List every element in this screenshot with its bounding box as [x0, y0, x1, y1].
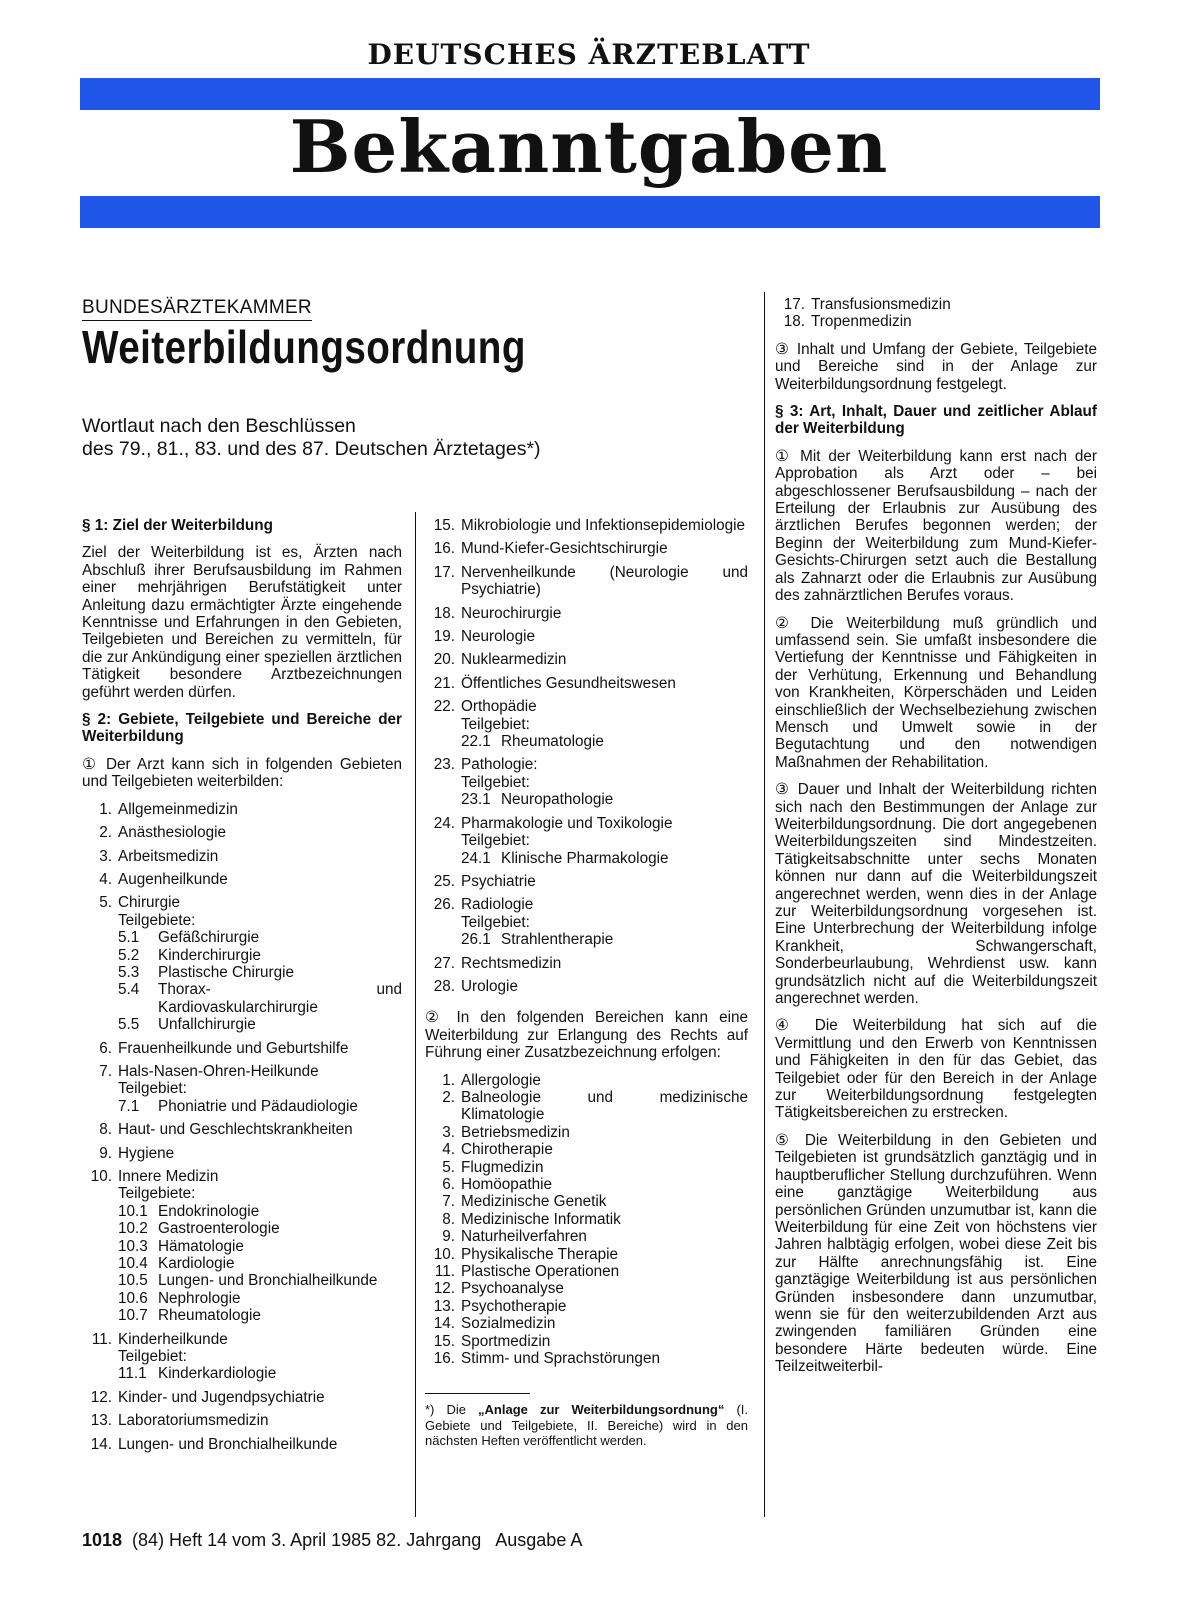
kicker: BUNDESÄRZTEKAMMER	[82, 297, 312, 321]
item-text	[461, 1246, 748, 1263]
page-number: 1018	[82, 1530, 123, 1550]
list-item	[425, 1089, 748, 1124]
sub-item	[118, 1255, 402, 1272]
item-number: 18.	[433, 604, 455, 622]
item-text	[118, 1121, 402, 1138]
item-label: Neurologie	[461, 628, 535, 646]
item-text	[461, 1350, 748, 1367]
item-text	[461, 815, 748, 867]
item-text	[118, 1145, 402, 1162]
item-label: Rechtsmedizin	[461, 954, 562, 972]
blue-band-bottom	[80, 196, 1100, 228]
item-number: 26.	[433, 896, 455, 914]
item-label: Radiologie	[461, 896, 534, 914]
item-text	[118, 1331, 402, 1383]
sub-number: 10.3	[118, 1237, 148, 1255]
item-number: 13.	[433, 1297, 455, 1315]
section-3-heading: § 3: Art, Inhalt, Dauer und zeitlicher Ablauf der Weiterbildung	[775, 403, 1097, 438]
subtitle-line1: Wortlaut nach den Beschlüssen	[82, 415, 356, 437]
item-number: 9.	[99, 1144, 112, 1162]
item-text	[461, 1263, 748, 1280]
item-number: 4.	[442, 1141, 455, 1159]
item-number: 10.	[90, 1168, 112, 1185]
item-label: Transfusionsmedizin	[811, 296, 951, 313]
list-item	[425, 1263, 748, 1280]
item-text	[118, 824, 402, 841]
item-number: 1.	[99, 800, 112, 818]
list-item	[82, 824, 402, 841]
item-label: Nuklearmedizin	[461, 651, 567, 669]
item-label: Stimm- und Sprachstörungen	[461, 1350, 660, 1368]
sub-item	[118, 1016, 402, 1033]
list-item	[425, 628, 748, 645]
sub-number: 10.5	[118, 1272, 148, 1290]
list-item	[425, 1193, 748, 1210]
list-item	[425, 1176, 748, 1193]
sub-number: 5.4	[118, 981, 140, 999]
item-label: Betriebsmedizin	[461, 1123, 570, 1141]
item-number: 5.	[442, 1158, 455, 1176]
sub-item	[118, 1203, 402, 1220]
item-label: Orthopädie	[461, 698, 537, 716]
sub-number: 11.1	[118, 1365, 147, 1383]
list-item	[775, 296, 1097, 313]
item-label: Flugmedizin	[461, 1158, 544, 1176]
item-number: 5.	[99, 894, 112, 912]
item-text	[461, 540, 748, 557]
section-title: Bekanntgaben	[289, 104, 889, 189]
item-label: Innere Medizin	[118, 1168, 219, 1185]
item-label: Frauenheilkunde und Geburtshilfe	[118, 1039, 349, 1057]
item-number: 6.	[442, 1176, 455, 1193]
subarea-label: Teilgebiete:	[118, 1185, 196, 1203]
item-label: Pathologie:	[461, 756, 538, 774]
list-item	[425, 1211, 748, 1228]
item-label: Urologie	[461, 977, 518, 995]
item-label: Hygiene	[118, 1144, 175, 1162]
subarea-label: Teilgebiet:	[461, 715, 530, 733]
subtitle	[82, 415, 541, 461]
item-label: Tropenmedizin	[811, 313, 912, 331]
item-text	[118, 1168, 402, 1325]
sub-item	[118, 1220, 402, 1237]
footnote	[425, 1402, 748, 1449]
item-text	[461, 1211, 748, 1228]
item-text	[461, 873, 748, 890]
list-item	[82, 1412, 402, 1429]
subarea-label: Teilgebiet:	[118, 1080, 187, 1098]
list-item	[425, 978, 748, 995]
item-number: 12.	[90, 1388, 112, 1406]
item-text	[461, 651, 748, 668]
page-footer	[82, 1530, 582, 1551]
footnote-bold: „Anlage zur Weiterbildungsordnung“	[478, 1402, 725, 1418]
item-number: 12.	[433, 1280, 455, 1298]
item-number: 16.	[433, 1350, 455, 1368]
item-label: Chirurgie	[118, 894, 181, 912]
item-number: 19.	[433, 628, 455, 646]
item-number: 23.	[433, 756, 455, 774]
column-rule-2	[764, 292, 765, 1517]
item-text	[461, 1333, 748, 1350]
list-item	[425, 564, 748, 599]
item-label: Neurochirurgie	[461, 604, 562, 622]
section-2-para-2: ② In den folgenden Bereichen kann eine Weiterbildung zur Erlangung des Rechts auf Führung einer Zusatzbezeichnung erfolgen:	[425, 1009, 748, 1062]
headline: Weiterbildungsordnung	[82, 321, 526, 373]
sub-text: Kinderkardiologie	[158, 1365, 277, 1383]
item-text	[461, 1089, 748, 1124]
list-item	[82, 1121, 402, 1138]
list-item	[82, 1436, 402, 1453]
item-number: 17.	[433, 563, 455, 581]
sub-text: Endokrinologie	[158, 1202, 260, 1220]
item-number: 7.	[442, 1193, 455, 1211]
item-text	[461, 896, 748, 948]
list-item	[425, 1280, 748, 1297]
subarea-label: Teilgebiet:	[461, 773, 530, 791]
section-3-para-1: ① Mit der Weiterbildung kann erst nach der Approbation als Arzt oder – bei abgeschlossener Berufsausbildung – nach der Erteilung der Erlaubnis zur Ausübung des ärztlichen Berufes begonnen werden; der Beginn der Weiterbildung zum Mund-Kiefer-Gesichts-Chirurgen setzt auch die Bestallung als Zahnarzt oder die Erlaubnis zur Ausübung des zahnärztlichen Berufes voraus.	[775, 447, 1097, 605]
item-label: Medizinische Informatik	[461, 1210, 621, 1228]
item-label: Allgemeinmedizin	[118, 800, 238, 818]
item-label: Pharmakologie und Toxikologie	[461, 814, 673, 832]
sub-text: Nephrologie	[158, 1289, 241, 1307]
item-text	[118, 801, 402, 818]
subarea-label: Teilgebiet:	[118, 1348, 187, 1366]
sub-item	[118, 1365, 402, 1382]
item-number: 10.	[433, 1245, 455, 1263]
item-text	[461, 1315, 748, 1332]
item-text	[118, 1040, 402, 1057]
item-text	[118, 848, 402, 865]
sub-number: 10.6	[118, 1289, 148, 1307]
sub-number: 5.5	[118, 1016, 140, 1034]
list-item	[425, 1298, 748, 1315]
item-number: 14.	[433, 1315, 455, 1333]
bereiche-list	[425, 1072, 748, 1368]
sub-text: Neuropathologie	[501, 791, 614, 809]
list-item	[775, 313, 1097, 330]
item-text	[461, 955, 748, 972]
item-text	[118, 1436, 402, 1453]
item-number: 3.	[99, 847, 112, 865]
item-label: Augenheilkunde	[118, 870, 228, 888]
list-item	[425, 605, 748, 622]
list-item	[425, 1141, 748, 1158]
item-label: Mund-Kiefer-Gesichtschirurgie	[461, 540, 668, 558]
item-text	[811, 313, 1097, 330]
list-item	[425, 1159, 748, 1176]
sub-number: 5.2	[118, 946, 140, 964]
item-text	[461, 1228, 748, 1245]
sub-item	[118, 964, 402, 981]
item-label: Laboratoriumsmedizin	[118, 1412, 269, 1430]
item-number: 13.	[90, 1412, 112, 1430]
sub-number: 10.1	[118, 1202, 148, 1220]
column-3	[775, 296, 1097, 1386]
item-text	[811, 296, 1097, 313]
section-2-heading: § 2: Gebiete, Teilgebiete und Bereiche der Weiterbildung	[82, 711, 402, 746]
list-item	[425, 873, 748, 890]
item-number: 2.	[442, 1088, 455, 1106]
subarea-label: Teilgebiete:	[118, 911, 196, 929]
issue-info: (84) Heft 14 vom 3. April 1985 82. Jahrgang Ausgabe A	[122, 1530, 583, 1550]
item-label: Haut- und Geschlechtskrankheiten	[118, 1121, 353, 1139]
column-rule-1	[415, 512, 416, 1517]
column-1	[82, 517, 402, 1459]
list-item	[82, 871, 402, 888]
footnote-rest: (I. Gebiete und Teilgebiete, II. Bereiche) wird in den nächsten Heften veröffentlicht werden.	[425, 1402, 748, 1449]
sub-item	[118, 947, 402, 964]
sub-number: 7.1	[118, 1097, 140, 1115]
sub-number: 5.3	[118, 963, 140, 981]
sub-item	[118, 1238, 402, 1255]
sub-text: Rheumatologie	[158, 1307, 261, 1325]
sub-item	[118, 929, 402, 946]
item-number: 11.	[434, 1263, 455, 1281]
sub-text: Kinderchirurgie	[158, 946, 261, 964]
item-label: Homöopathie	[461, 1176, 552, 1193]
item-text	[461, 1280, 748, 1297]
item-label: Psychoanalyse	[461, 1280, 564, 1298]
sub-number: 24.1	[461, 849, 491, 867]
sub-text: Kardiologie	[158, 1255, 235, 1273]
subarea-label: Teilgebiet:	[461, 832, 530, 850]
list-item	[425, 698, 748, 750]
item-number: 22.	[433, 698, 455, 716]
list-item	[425, 1350, 748, 1367]
gebiete-list	[82, 801, 402, 1453]
list-item	[82, 894, 402, 1033]
sub-text: Rheumatologie	[501, 733, 604, 751]
sub-item	[118, 1307, 402, 1324]
item-label: Öffentliches Gesundheitswesen	[461, 674, 676, 692]
subtitle-line2: des 79., 81., 83. und des 87. Deutschen Ärztetages*)	[82, 438, 541, 460]
item-number: 14.	[90, 1435, 112, 1453]
item-label: Balneologie und medizinische Klimatologie	[461, 1088, 748, 1124]
item-text	[461, 1072, 748, 1089]
item-number: 28.	[433, 977, 455, 995]
list-item	[425, 756, 748, 808]
list-item	[425, 815, 748, 867]
list-item	[82, 1389, 402, 1406]
section-3-para-4: ④ Die Weiterbildung hat sich auf die Vermittlung und den Erwerb von Kenntnissen und Fähigkeiten in den für das Gebiet, das Teilgebiet oder für den Bereich in der Anlage zur Weiterbildungsordnung festgelegten Tätigkeitsbereichen zu erstrecken.	[775, 1017, 1097, 1122]
item-text	[461, 698, 748, 750]
section-3-para-5: ⑤ Die Weiterbildung in den Gebieten und Teilgebieten ist grundsätzlich ganztägig und in hauptberuflicher Stellung durchzuführen. Wenn eine ganztägige Weiterbildung aus persönlichen Gründen unzumutbar ist, kann die Weiterbildung für eine Zeit von höchstens vier Jahren halbtägig erfolgen, wobei diese Zeit bis zur Hälfte anrechnungsfähig ist. Eine ganztägige Weiterbildung ist aus persönlichen Gründen insbesondere dann unzumutbar, wenn sie für den weiterzubildenden Arzt aus zwingenden familiären Gründen eine besondere Härte bedeuten würde. Eine Teilzeitweiterbil-	[775, 1131, 1097, 1376]
item-label: Arbeitsmedizin	[118, 847, 219, 865]
item-label: Mikrobiologie und Infektionsepidemiologie	[461, 517, 746, 534]
masthead: DEUTSCHES ÄRZTEBLATT	[367, 38, 811, 71]
sub-text: Klinische Pharmakologie	[501, 849, 669, 867]
item-number: 27.	[433, 954, 455, 972]
section-1-text: Ziel der Weiterbildung ist es, Ärzten nach Abschluß ihrer Berufsausbildung im Rahmen einer mehrjährigen Berufstätigkeit unter Anleitung dazu ermächtigter Ärzte eingehende Kenntnisse und Erfahrungen in den Gebieten, Teilgebieten und Bereichen zu vermitteln, für die zur Ankündigung einer speziellen ärztlichen Tätigkeit besondere Arztbezeichnungen geführt werden dürfen.	[82, 544, 402, 701]
item-text	[118, 1412, 402, 1429]
item-number: 2.	[99, 824, 112, 842]
sub-number: 10.2	[118, 1220, 148, 1238]
item-label: Nervenheilkunde (Neurologie und Psychiatrie)	[461, 563, 748, 599]
list-item	[425, 1333, 748, 1350]
item-number: 21.	[433, 674, 455, 692]
list-item	[425, 1124, 748, 1141]
item-label: Allergologie	[461, 1071, 541, 1089]
item-number: 16.	[433, 540, 455, 558]
sub-text: Phoniatrie und Pädaudiologie	[158, 1097, 358, 1115]
list-item	[82, 801, 402, 818]
item-label: Physikalische Therapie	[461, 1245, 619, 1263]
list-item	[425, 1315, 748, 1332]
item-label: Plastische Operationen	[461, 1263, 620, 1281]
sub-number: 5.1	[118, 929, 140, 947]
sub-item	[461, 733, 748, 750]
item-text	[461, 1176, 748, 1193]
item-number: 8.	[442, 1210, 455, 1228]
item-number: 3.	[442, 1123, 455, 1141]
footnote-prefix: *) Die	[425, 1402, 479, 1418]
sub-number: 23.1	[461, 791, 491, 809]
list-item	[425, 1228, 748, 1245]
item-text	[461, 628, 748, 645]
item-number: 9.	[442, 1228, 455, 1246]
list-item	[425, 651, 748, 668]
item-number: 7.	[99, 1062, 112, 1080]
item-label: Anästhesiologie	[118, 824, 227, 842]
sub-item	[461, 791, 748, 808]
section-3-para-2: ② Die Weiterbildung muß gründlich und umfassend sein. Sie umfaßt insbesondere die Vertiefung der Kenntnisse und Fähigkeiten in der Verhütung, Erkennung und Behandlung von Krankheiten, Körperschäden und Leiden einschließlich der Wechselbeziehung zwischen Mensch und Umwelt sowie in der Begutachtung und den notwendigen Maßnahmen der Rehabilitation.	[775, 614, 1097, 771]
sub-text: Hämatologie	[158, 1237, 244, 1255]
item-label: Medizinische Genetik	[461, 1193, 607, 1211]
item-text	[461, 978, 748, 995]
list-item	[425, 540, 748, 557]
item-label: Naturheilverfahren	[461, 1228, 587, 1246]
item-label: Lungen- und Bronchialheilkunde	[118, 1435, 338, 1453]
sub-text: Plastische Chirurgie	[158, 963, 295, 981]
subarea-label: Teilgebiet:	[461, 913, 530, 931]
item-number: 1.	[442, 1071, 455, 1089]
item-text	[461, 1159, 748, 1176]
sub-text: Unfallchirurgie	[158, 1016, 256, 1034]
list-item	[82, 1168, 402, 1325]
sub-item	[118, 1098, 402, 1115]
sub-item	[461, 850, 748, 867]
item-text	[461, 1141, 748, 1158]
list-item	[425, 896, 748, 948]
item-label: Psychotherapie	[461, 1297, 567, 1315]
item-number: 24.	[433, 814, 455, 832]
list-item	[425, 517, 748, 534]
item-label: Chirotherapie	[461, 1141, 553, 1159]
list-item	[82, 1331, 402, 1383]
item-text	[461, 564, 748, 599]
list-item	[82, 1063, 402, 1115]
item-number: 15.	[433, 517, 455, 534]
sub-text: Lungen- und Bronchialheilkunde	[158, 1272, 378, 1290]
item-text	[461, 517, 748, 534]
sub-item	[118, 1272, 402, 1289]
sub-number: 10.4	[118, 1255, 148, 1273]
item-text	[118, 1063, 402, 1115]
item-number: 15.	[433, 1332, 455, 1350]
list-item	[425, 955, 748, 972]
footnote-rule	[425, 1393, 530, 1394]
item-number: 20.	[433, 651, 455, 669]
item-label: Kinderheilkunde	[118, 1330, 228, 1348]
sub-text: Thorax- und Kardiovaskularchirurgie	[158, 981, 402, 1016]
bereiche-list-continued	[775, 296, 1097, 331]
item-label: Sozialmedizin	[461, 1315, 556, 1333]
item-number: 17.	[783, 296, 805, 313]
item-text	[461, 605, 748, 622]
list-item	[425, 675, 748, 692]
column-2	[425, 517, 748, 1449]
item-label: Psychiatrie	[461, 872, 536, 890]
item-text	[461, 675, 748, 692]
item-label: Sportmedizin	[461, 1332, 551, 1350]
item-number: 11.	[91, 1330, 112, 1348]
list-item	[425, 1246, 748, 1263]
item-label: Hals-Nasen-Ohren-Heilkunde	[118, 1062, 319, 1080]
sub-number: 26.1	[461, 931, 491, 949]
section-2-para-3: ③ Inhalt und Umfang der Gebiete, Teilgebiete und Bereiche sind in der Anlage zur Weiterbildungsordnung festgelegt.	[775, 340, 1097, 393]
list-item	[82, 1040, 402, 1057]
sub-text: Strahlentherapie	[501, 931, 614, 949]
section-2-para-1: ① Der Arzt kann sich in folgenden Gebieten und Teilgebieten weiterbilden:	[82, 755, 402, 791]
item-number: 6.	[99, 1039, 112, 1057]
item-label: Kinder- und Jugendpsychiatrie	[118, 1388, 325, 1406]
list-item	[82, 1145, 402, 1162]
item-text	[461, 1298, 748, 1315]
item-text	[118, 894, 402, 1033]
item-number: 25.	[433, 872, 455, 890]
gebiete-list-continued	[425, 517, 748, 995]
sub-text: Gastroenterologie	[158, 1220, 280, 1238]
item-number: 8.	[99, 1121, 112, 1139]
item-text	[118, 871, 402, 888]
sub-number: 22.1	[461, 733, 491, 751]
section-1-heading: § 1: Ziel der Weiterbildung	[82, 517, 273, 534]
item-text	[461, 756, 748, 808]
item-number: 18.	[783, 313, 805, 331]
sub-number: 10.7	[118, 1307, 148, 1325]
item-text	[461, 1193, 748, 1210]
item-number: 4.	[99, 870, 112, 888]
list-item	[425, 1072, 748, 1089]
sub-item	[461, 931, 748, 948]
sub-text: Gefäßchirurgie	[158, 929, 260, 947]
section-3-para-3: ③ Dauer und Inhalt der Weiterbildung richten sich nach den Bestimmungen der Anlage zur Weiterbildungsordnung. Die dort angegebenen Weiterbildungszeiten sind Mindestzeiten. Tätigkeitsabschnitte unter sechs Monaten können nur dann auf die Weiterbildungszeit angerechnet werden, wenn dies in der Anlage zur Weiterbildungsordnung vorgesehen ist. Eine Unterbrechung der Weiterbildung infolge Krankheit, Schwangerschaft, Sonderbeurlaubung, Wehrdienst usw. kann grundsätzlich nicht auf die Weiterbildungszeit angerechnet werden.	[775, 781, 1097, 1008]
sub-item	[118, 981, 402, 1016]
item-text	[118, 1389, 402, 1406]
list-item	[82, 848, 402, 865]
item-text	[461, 1124, 748, 1141]
sub-item	[118, 1290, 402, 1307]
